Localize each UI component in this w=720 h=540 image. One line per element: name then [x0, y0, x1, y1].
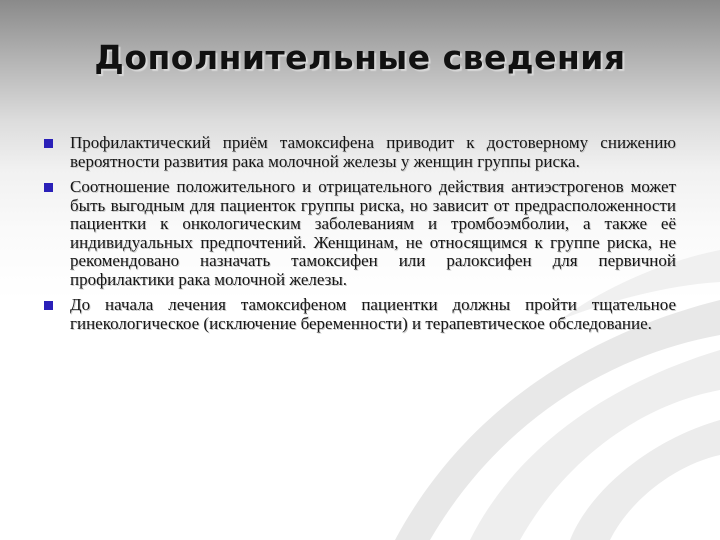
bullet-item	[44, 134, 676, 171]
bullet-text: Соотношение положительного и отрицательного действия антиэстрогенов может быть выгодным для пациенток группы риска, но зависит от предрасположенности пациентки к онкологическим заболеваниям и тромбоэмболии, а также её индивидуальных предпочтений. Женщинам, не относящимся к группе риска, не рекомендовано назначать тамоксифен или ралоксифен для первичной профилактики рака молочной железы.	[70, 177, 676, 289]
bullet-text: Профилактический приём тамоксифена приводит к достоверному снижению вероятности развития рака молочной железы у женщин группы риска.	[70, 133, 676, 171]
square-bullet-icon	[44, 183, 53, 192]
square-bullet-icon	[44, 301, 53, 310]
square-bullet-icon	[44, 139, 53, 148]
slide-title: Дополнительные сведения	[94, 38, 626, 77]
bullet-item	[44, 296, 676, 333]
bullet-text: До начала лечения тамоксифеном пациентки должны пройти тщательное гинекологическое (исключение беременности) и терапевтическое обследование.	[70, 295, 676, 333]
bullet-item	[44, 178, 676, 289]
bullet-list	[44, 134, 676, 340]
